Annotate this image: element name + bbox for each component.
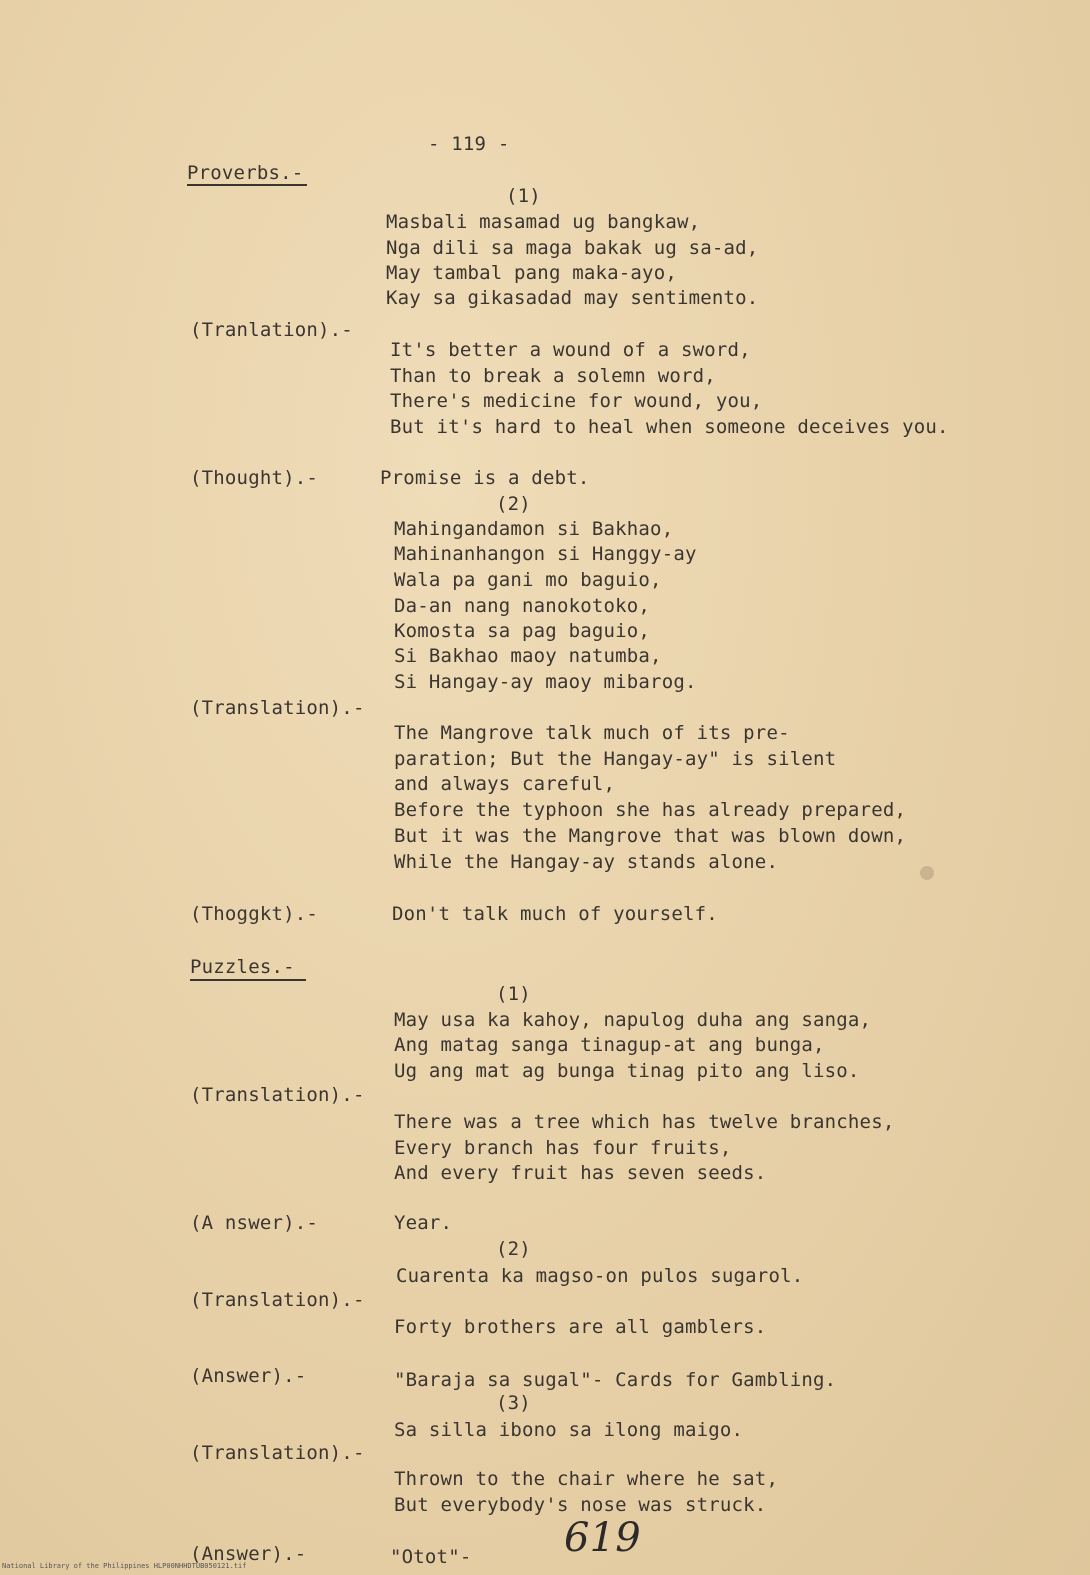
proverb-1-line-2: Nga dili sa maga bakak ug sa-ad, <box>386 237 759 259</box>
puzzle-1-translation-line-1: There was a tree which has twelve branches, <box>394 1111 895 1133</box>
handwritten-page-number: 619 <box>564 1515 641 1561</box>
proverb-2-translation-line-5: But it was the Mangrove that was blown down, <box>394 825 907 847</box>
proverb-1-line-4: Kay sa gikasadad may sentimento. <box>386 287 759 309</box>
proverb-2-line-7: Si Hangay-ay maoy mibarog. <box>394 671 697 693</box>
puzzle-1-translation-line-3: And every fruit has seven seeds. <box>394 1162 767 1184</box>
proverb-2-thought: Don't talk much of yourself. <box>392 903 718 925</box>
puzzle-1-translation-label: (Translation).- <box>190 1084 365 1106</box>
ink-smudge <box>920 866 934 880</box>
puzzle-3-translation-line-1: Thrown to the chair where he sat, <box>394 1468 779 1490</box>
puzzle-3-translation-label: (Translation).- <box>190 1442 365 1464</box>
proverbs-underline <box>187 184 307 186</box>
puzzle-2-line: Cuarenta ka magso-on pulos sugarol. <box>396 1265 804 1287</box>
proverb-2-translation-label: (Translation).- <box>190 697 365 719</box>
proverb-2-translation-line-4: Before the typhoon she has already prepared, <box>394 799 907 821</box>
proverb-1-thought: Promise is a debt. <box>380 467 590 489</box>
page-number: - 119 - <box>428 133 510 155</box>
proverb-2-translation-line-6: While the Hangay-ay stands alone. <box>394 851 779 873</box>
proverb-1-translation-line-3: There's medicine for wound, you, <box>390 390 763 412</box>
puzzle-3-translation-line-2: But everybody's nose was struck. <box>394 1494 767 1516</box>
puzzle-1-number: (1) <box>496 983 531 1005</box>
puzzle-1-translation-line-2: Every branch has four fruits, <box>394 1137 732 1159</box>
proverb-1-line-1: Masbali masamad ug bangkaw, <box>386 211 701 233</box>
puzzle-2-translation: Forty brothers are all gamblers. <box>394 1316 767 1338</box>
proverb-1-number: (1) <box>506 185 541 207</box>
proverb-2-number: (2) <box>496 493 531 515</box>
puzzle-3-answer-label: (Answer).- <box>190 1543 307 1565</box>
scan-footer: National Library of the Philippines HLP00NHHDTUB050121.tif <box>2 1562 247 1570</box>
proverb-1-translation-line-1: It's better a wound of a sword, <box>390 339 751 361</box>
puzzle-1-answer-label: (A nswer).- <box>190 1212 319 1234</box>
proverb-2-line-1: Mahingandamon si Bakhao, <box>394 518 674 540</box>
proverb-1-translation-label: (Tranlation).- <box>190 319 353 341</box>
proverb-2-line-3: Wala pa gani mo baguio, <box>394 569 662 591</box>
puzzle-3-answer: "Otot"- <box>390 1546 472 1568</box>
proverb-1-translation-line-2: Than to break a solemn word, <box>390 365 716 387</box>
proverbs-heading: Proverbs.- <box>187 162 304 184</box>
puzzle-3-number: (3) <box>496 1392 531 1414</box>
puzzle-2-answer: "Baraja sa sugal"- Cards for Gambling. <box>394 1369 837 1391</box>
proverb-2-thought-label: (Thoggkt).- <box>190 903 319 925</box>
proverb-1-thought-label: (Thought).- <box>190 467 319 489</box>
puzzles-underline <box>190 979 306 981</box>
puzzle-2-number: (2) <box>496 1238 531 1260</box>
puzzle-3-line: Sa silla ibono sa ilong maigo. <box>394 1419 744 1441</box>
puzzle-2-translation-label: (Translation).- <box>190 1289 365 1311</box>
proverb-2-line-5: Komosta sa pag baguio, <box>394 620 651 642</box>
proverb-1-line-3: May tambal pang maka-ayo, <box>386 262 677 284</box>
proverb-1-translation-line-4: But it's hard to heal when someone deceives you. <box>390 416 949 438</box>
puzzles-heading: Puzzles.- <box>190 956 295 978</box>
proverb-2-line-6: Si Bakhao maoy natumba, <box>394 645 662 667</box>
puzzle-1-line-2: Ang matag sanga tinagup-at ang bunga, <box>394 1034 825 1056</box>
puzzle-1-line-1: May usa ka kahoy, napulog duha ang sanga, <box>394 1009 872 1031</box>
puzzle-2-answer-label: (Answer).- <box>190 1365 307 1387</box>
proverb-2-translation-line-1: The Mangrove talk much of its pre- <box>394 722 790 744</box>
proverb-2-line-4: Da-an nang nanokotoko, <box>394 595 651 617</box>
proverb-2-translation-line-2: paration; But the Hangay-ay" is silent <box>394 748 837 770</box>
proverb-2-translation-line-3: and always careful, <box>394 773 616 795</box>
proverb-2-line-2: Mahinanhangon si Hanggy-ay <box>394 543 697 565</box>
puzzle-1-answer: Year. <box>394 1212 453 1234</box>
puzzle-1-line-3: Ug ang mat ag bunga tinag pito ang liso. <box>394 1060 860 1082</box>
